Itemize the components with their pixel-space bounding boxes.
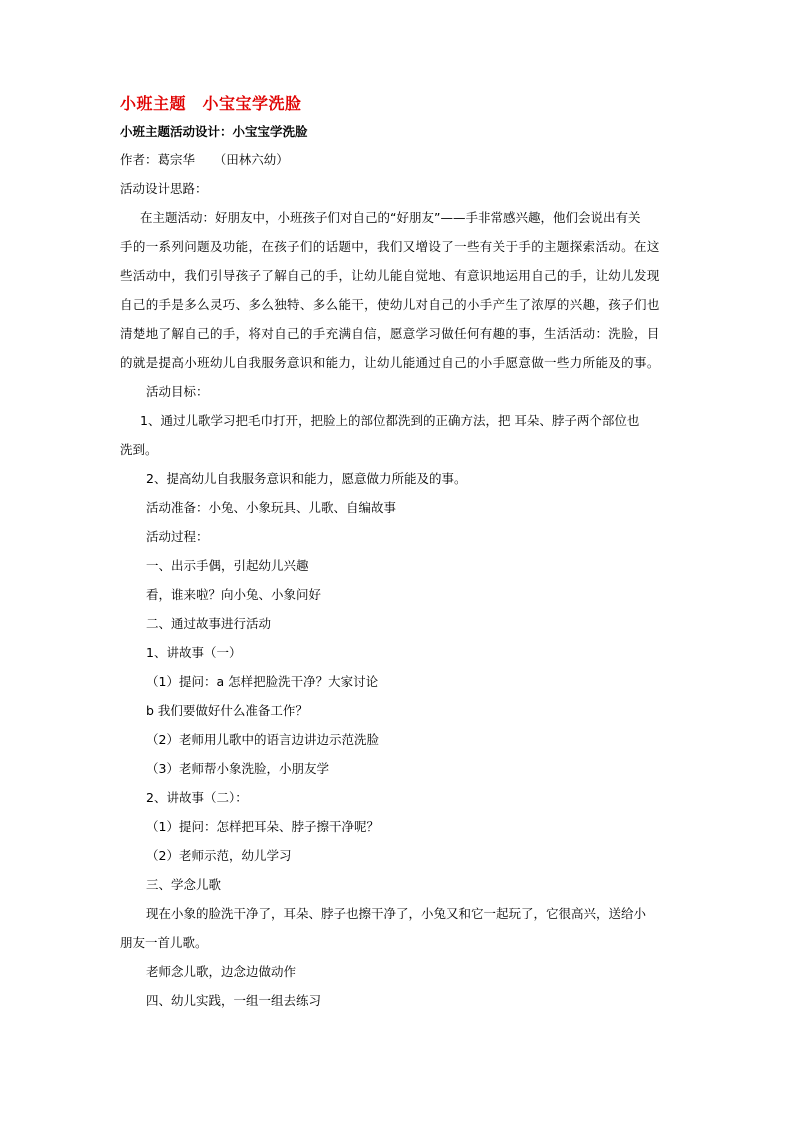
- step-item: 1、讲故事（一）: [146, 645, 242, 660]
- author-line: 作者：葛宗华 （田林六幼）: [120, 152, 289, 167]
- step-item: 一、出示手偶，引起幼儿兴趣: [146, 558, 309, 573]
- step-item: （2）老师用儿歌中的语言边讲边示范洗脸: [146, 732, 379, 747]
- final-step-item: 四、幼儿实践，一组一组去练习: [146, 993, 322, 1008]
- design-idea-line: 手的一系列问题及功能，在孩子们的话题中，我们又增设了一些有关于手的主题探索活动。在这: [120, 239, 660, 254]
- goal-2: 2、提高幼儿自我服务意识和能力，愿意做力所能及的事。: [146, 471, 467, 486]
- design-idea-heading: 活动设计思路：: [120, 181, 208, 196]
- step-item: （1）提问：怎样把耳朵、脖子擦干净呢？: [146, 819, 379, 834]
- goals-heading: 活动目标：: [146, 384, 209, 399]
- preparation: 活动准备：小兔、小象玩具、儿歌、自编故事: [146, 500, 397, 515]
- step-item: 三、学念儿歌: [146, 877, 222, 892]
- document-title: 小班主题 小宝宝学洗脸: [120, 94, 302, 113]
- design-idea-line: 些活动中，我们引导孩子了解自己的手，让幼儿能自觉地、有意识地运用自己的手，让幼儿发现: [120, 268, 660, 283]
- goal-1-line: 1、通过儿歌学习把毛巾打开，把脸上的部位都洗到的正确方法，把 耳朵、脖子两个部位也: [140, 413, 640, 428]
- final-step-item: 老师念儿歌，边念边做动作: [146, 964, 297, 979]
- design-idea-line: 的就是提高小班幼儿自我服务意识和能力，让幼儿能通过自己的小手愿意做一些力所能及的事。: [120, 355, 660, 370]
- process-heading: 活动过程：: [146, 529, 209, 544]
- document-subtitle: 小班主题活动设计：小宝宝学洗脸: [120, 124, 308, 139]
- design-idea-line: 自己的手是多么灵巧、多么独特、多么能干，使幼儿对自己的小手产生了浓厚的兴趣，孩子们也: [120, 297, 660, 312]
- step-item: （1）提问：a 怎样把脸洗干净？大家讨论: [146, 674, 379, 689]
- story-line: 朋友一首儿歌。: [120, 935, 208, 950]
- goal-1-line: 洗到。: [120, 442, 158, 457]
- step-item: b 我们要做好什么准备工作？: [146, 703, 308, 718]
- step-item: 二、通过故事进行活动: [146, 616, 272, 631]
- design-idea-line: 清楚地了解自己的手，将对自己的手充满自信，愿意学习做任何有趣的事，生活活动：洗脸，目: [120, 326, 660, 341]
- story-line: 现在小象的脸洗干净了，耳朵、脖子也擦干净了，小兔又和它一起玩了，它很高兴，送给小: [146, 906, 647, 921]
- step-item: 看，谁来啦？向小兔、小象问好: [146, 587, 322, 602]
- step-item: （2）老师示范，幼儿学习: [146, 848, 292, 863]
- step-item: 2、讲故事（二）：: [146, 790, 248, 805]
- design-idea-line: 在主题活动：好朋友中，小班孩子们对自己的“好朋友”——手非常感兴趣，他们会说出有关: [140, 210, 641, 225]
- step-item: （3）老师帮小象洗脸，小朋友学: [146, 761, 329, 776]
